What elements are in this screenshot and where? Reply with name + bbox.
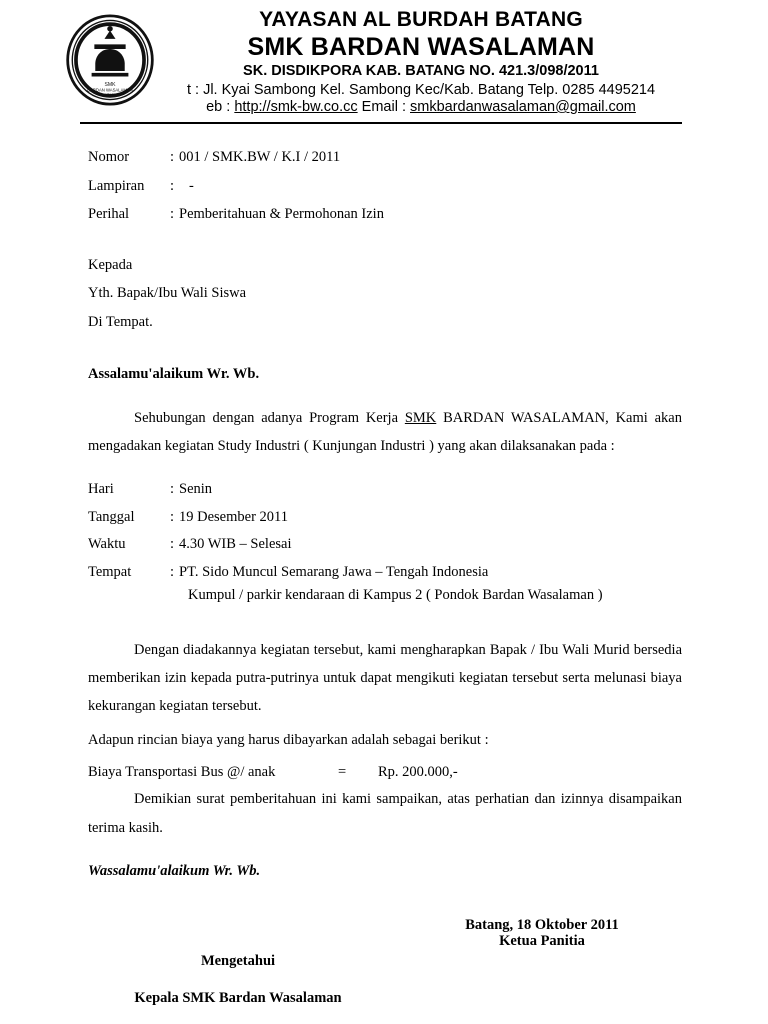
event-row-waktu bbox=[88, 537, 682, 552]
tempat-value: PT. Sido Muncul Semarang Jawa – Tengah Indonesia bbox=[179, 563, 489, 580]
perihal-label: Perihal bbox=[88, 206, 130, 223]
hari-label: Hari bbox=[88, 481, 114, 498]
lampiran-colon: : bbox=[170, 177, 175, 194]
cost-label: Biaya Transportasi Bus @/ anak bbox=[88, 763, 276, 780]
signature-left-column bbox=[88, 953, 388, 1007]
recipient-line-1: Kepada bbox=[88, 256, 133, 273]
decree-number: SK. DISDIKPORA KAB. BATANG NO. 421.3/098/2011 bbox=[243, 62, 599, 79]
event-details bbox=[88, 482, 682, 603]
nomor-value: 001 / SMK.BW / K.I / 2011 bbox=[179, 149, 341, 166]
school-name: SMK BARDAN WASALAMAN bbox=[247, 32, 595, 61]
cost-row bbox=[88, 765, 682, 780]
waktu-value: 4.30 WIB – Selesai bbox=[179, 536, 292, 553]
cost-intro-line: Adapun rincian biaya yang harus dibayarkan adalah sebagai berikut : bbox=[88, 731, 489, 748]
tanggal-colon: : bbox=[170, 508, 175, 525]
nomor-colon: : bbox=[170, 149, 175, 166]
event-row-tanggal bbox=[88, 510, 682, 525]
recipient-line-3: Di Tempat. bbox=[88, 313, 153, 330]
perihal-value: Pemberitahuan & Permohonan Izin bbox=[179, 206, 384, 223]
reference-row-nomor bbox=[88, 150, 682, 165]
waktu-colon: : bbox=[170, 536, 175, 553]
svg-text:BARDAN WASALAMAN: BARDAN WASALAMAN bbox=[87, 87, 133, 93]
perihal-colon: : bbox=[170, 206, 175, 223]
svg-text:SMK: SMK bbox=[104, 81, 116, 88]
address-line bbox=[160, 82, 682, 98]
cost-equals: = bbox=[338, 763, 347, 780]
address-text: Jl. Kyai Sambong Kel. Sambong Kec/Kab. Batang Telp. 0285 4495214 bbox=[203, 81, 656, 98]
email-prefix: Email : bbox=[357, 98, 410, 115]
tempat-label: Tempat bbox=[88, 563, 132, 580]
organization-name: YAYASAN AL BURDAH BATANG bbox=[259, 8, 583, 31]
tanggal-value: 19 Desember 2011 bbox=[179, 508, 288, 525]
letterhead-text bbox=[160, 8, 682, 115]
web-prefix: eb : bbox=[206, 98, 235, 115]
address-prefix: t : bbox=[186, 81, 204, 98]
event-row-hari bbox=[88, 482, 682, 497]
svg-text:BATANG: BATANG bbox=[101, 92, 119, 98]
hari-value: Senin bbox=[179, 481, 213, 498]
lampiran-value: - bbox=[189, 177, 194, 194]
reference-block bbox=[88, 150, 682, 222]
signature-area bbox=[0, 918, 768, 1007]
letterhead bbox=[0, 0, 768, 115]
signature-row bbox=[88, 932, 682, 1007]
intro-part-1: Sehubungan dengan adanya Program Kerja bbox=[134, 409, 405, 426]
event-row-tempat bbox=[88, 565, 682, 580]
signature-place-date-block bbox=[402, 918, 682, 933]
smk-highlight-link[interactable]: SMK bbox=[404, 409, 437, 426]
tanggal-label: Tanggal bbox=[88, 508, 135, 525]
email-link[interactable]: smkbardanwasalaman@gmail.com bbox=[410, 98, 636, 115]
closing-paragraph: Demikian surat pemberitahuan ini kami sampaikan, atas perhatian dan izinnya disampaikan terima kasih. bbox=[88, 791, 682, 836]
closing-salutation: Wassalamu'alaikum Wr. Wb. bbox=[88, 862, 261, 879]
website-link[interactable]: http://smk-bw.co.cc bbox=[234, 98, 358, 115]
nomor-label: Nomor bbox=[88, 149, 130, 166]
intro-part-2: BARDAN WASALAMAN, Kami akan mengadakan kegiatan Study Industri ( Kunjungan Industri ) yang akan dilaksanakan pada : bbox=[88, 409, 682, 454]
principal-role: Kepala SMK Bardan Wasalaman bbox=[134, 989, 342, 1006]
tempat-subline: Kumpul / parkir kendaraan di Kampus 2 ( Pondok Bardan Wasalaman ) bbox=[188, 587, 603, 604]
committee-chair-role: Ketua Panitia bbox=[499, 932, 585, 949]
recipient-line-2: Yth. Bapak/Ibu Wali Siswa bbox=[88, 285, 247, 302]
recipient-block bbox=[88, 258, 682, 330]
lampiran-label: Lampiran bbox=[88, 177, 145, 194]
signature-right-column bbox=[402, 932, 682, 1007]
cost-value: Rp. 200.000,- bbox=[378, 763, 458, 780]
letter-body bbox=[0, 124, 768, 878]
hari-colon: : bbox=[170, 481, 175, 498]
tempat-colon: : bbox=[170, 563, 175, 580]
reference-row-lampiran bbox=[88, 179, 682, 194]
permission-paragraph: Dengan diadakannya kegiatan tersebut, kami mengharapkan Bapak / Ibu Wali Murid bersedia memberikan izin kepada putra-putrinya untuk dapat mengikuti kegiatan tersebut serta melunasi biaya kekurangan kegiatan tersebut. bbox=[88, 641, 682, 715]
mengetahui-label: Mengetahui bbox=[200, 952, 276, 969]
intro-paragraph bbox=[88, 404, 682, 461]
reference-row-perihal bbox=[88, 207, 682, 222]
greeting-text: Assalamu'alaikum Wr. Wb. bbox=[88, 366, 260, 383]
contact-line bbox=[160, 99, 682, 115]
city-date: Batang, 18 Oktober 2011 bbox=[465, 917, 619, 934]
waktu-label: Waktu bbox=[88, 536, 126, 553]
school-crest-logo bbox=[64, 14, 156, 106]
